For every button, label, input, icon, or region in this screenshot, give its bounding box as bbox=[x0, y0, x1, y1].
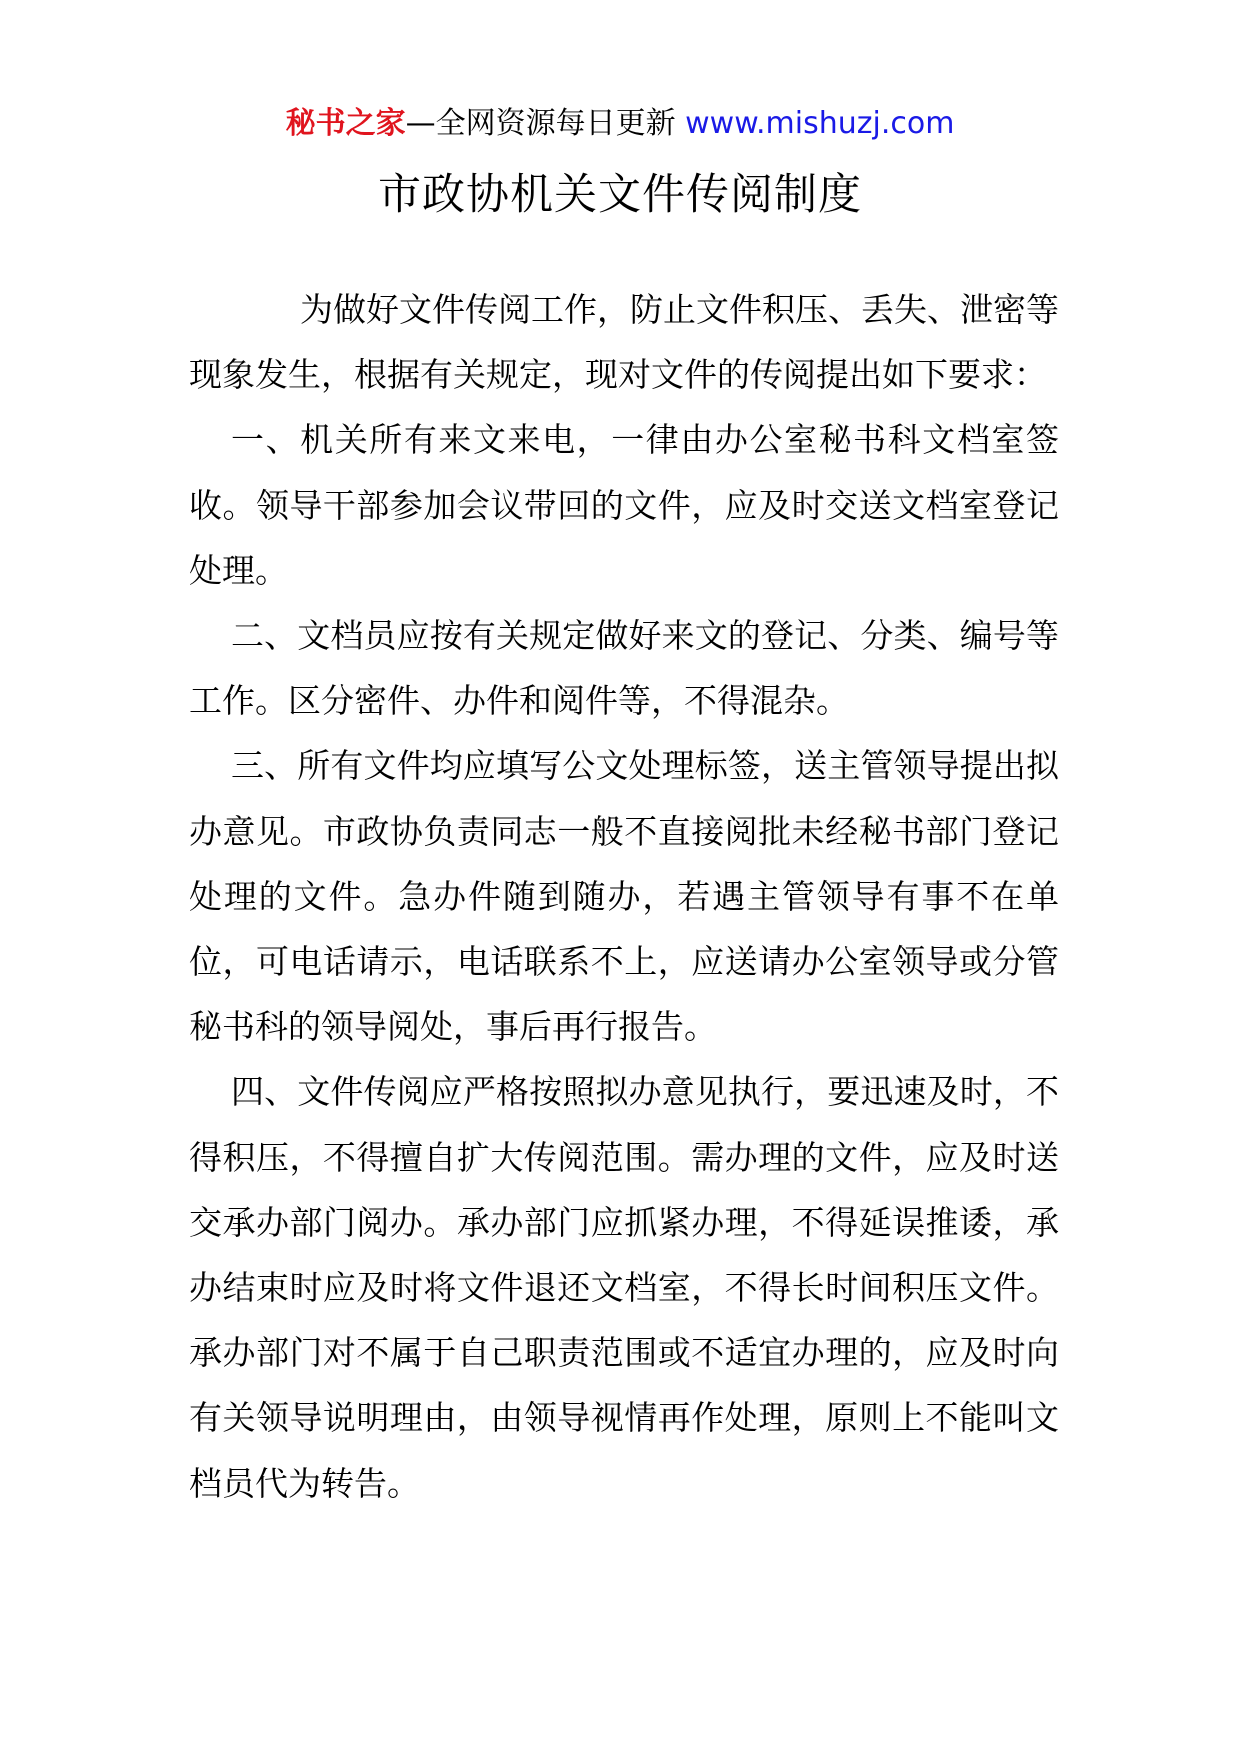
header-slogan: —全网资源每日更新 bbox=[405, 106, 686, 141]
clause-paragraph-2: 二、文档员应按有关规定做好来文的登记、分类、编号等工作。区分密件、办件和阅件等，不得混杂。 bbox=[189, 616, 1059, 721]
site-header bbox=[0, 103, 1240, 145]
document-body bbox=[189, 277, 1059, 1516]
brand-name: 秘书之家 bbox=[285, 106, 406, 141]
site-url-link[interactable]: www.mishuzj.com bbox=[685, 106, 955, 141]
intro-paragraph: 为做好文件传阅工作，防止文件积压、丢失、泄密等现象发生，根据有关规定，现对文件的传阅提出如下要求： bbox=[189, 290, 1059, 395]
clause-paragraph-3: 三、所有文件均应填写公文处理标签，送主管领导提出拟办意见。市政协负责同志一般不直接阅批未经秘书部门登记处理的文件。急办件随到随办，若遇主管领导有事不在单位，可电话请示，电话联系不上，应送请办公室领导或分管秘书科的领导阅处，事后再行报告。 bbox=[189, 746, 1059, 1047]
clause-paragraph-1: 一、机关所有来文来电，一律由办公室秘书科文档室签收。领导干部参加会议带回的文件，应及时交送文档室登记处理。 bbox=[189, 420, 1059, 590]
clause-paragraph-4: 四、文件传阅应严格按照拟办意见执行，要迅速及时，不得积压，不得擅自扩大传阅范围。需办理的文件，应及时送交承办部门阅办。承办部门应抓紧办理，不得延误推诿，承办结束时应及时将文件退还文档室，不得长时间积压文件。承办部门对不属于自己职责范围或不适宜办理的，应及时向有关领导说明理由，由领导视情再作处理，原则上不能叫文档员代为转告。 bbox=[189, 1072, 1059, 1503]
document-title: 市政协机关文件传阅制度 bbox=[378, 170, 862, 220]
